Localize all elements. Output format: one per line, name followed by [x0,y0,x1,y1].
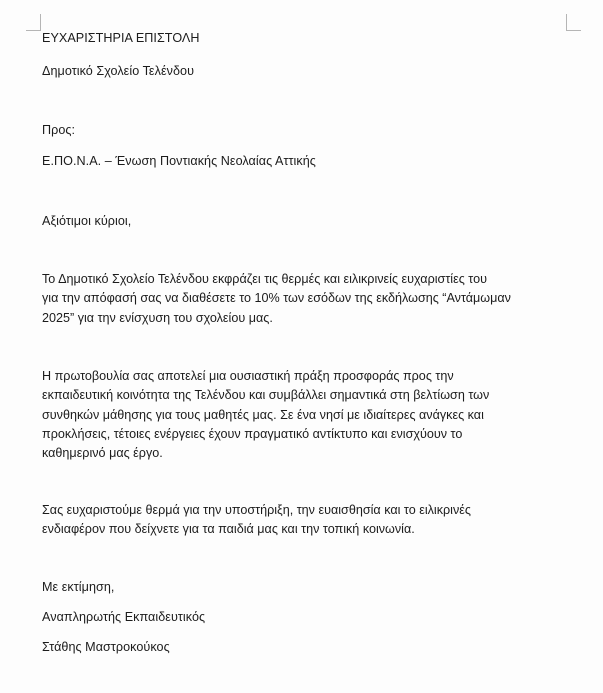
paragraph-2-line: συνθηκών μάθησης για τους μαθητές μας. Σε ένα νησί με ιδιαίτερες ανάγκες και [42,407,484,422]
margin-corner-mark-right [566,14,581,31]
paragraph-1 [42,270,582,328]
paragraph-1-line: για την απόφασή σας να διαθέσετε το 10% των εσόδων της εκδήλωσης “Αντάμωμαν [42,291,511,306]
paragraph-2 [42,367,582,463]
signer-role: Αναπληρωτής Εκπαιδευτικός [42,610,206,624]
salutation: Αξιότιμοι κύριοι, [42,214,132,228]
signer-name: Στάθης Μαστροκούκος [42,640,170,654]
paragraph-2-line: Η πρωτοβουλία σας αποτελεί μια ουσιαστική πράξη προσφοράς προς την [42,369,454,383]
sender-school: Δημοτικό Σχολείο Τελένδου [42,64,195,78]
paragraph-2-line: καθημερινό μας έργο. [42,446,163,461]
paragraph-2-line: προκλήσεις, τέτοιες ενέργειες έχουν πραγματικό αντίκτυπο και ενισχύουν το [42,426,463,441]
paragraph-3 [42,501,582,540]
margin-corner-mark-left [26,14,41,31]
paragraph-1-line: Το Δημοτικό Σχολείο Τελένδου εκφράζει τις θερμές και ειλικρινείς ευχαριστίες του [42,272,487,286]
paragraph-2-line: εκπαιδευτική κοινότητα της Τελένδου και συμβάλλει σημαντικά στη βελτίωση των [42,388,490,403]
letter-title: ΕΥΧΑΡΙΣΤΗΡΙΑ ΕΠΙΣΤΟΛΗ [42,31,200,45]
paragraph-1-line: 2025” για την ενίσχυση του σχολείου μας. [42,310,273,325]
to-label: Προς: [42,123,76,137]
paragraph-3-line: ενδιαφέρον που δείχνετε για τα παιδιά μας και την τοπική κοινωνία. [42,522,415,537]
recipient: Ε.ΠΟ.Ν.Α. – Ένωση Ποντιακής Νεολαίας Αττικής [42,154,316,168]
closing: Με εκτίμηση, [42,580,115,594]
paragraph-3-line: Σας ευχαριστούμε θερμά για την υποστήριξη, την ευαισθησία και το ειλικρινές [42,503,471,517]
